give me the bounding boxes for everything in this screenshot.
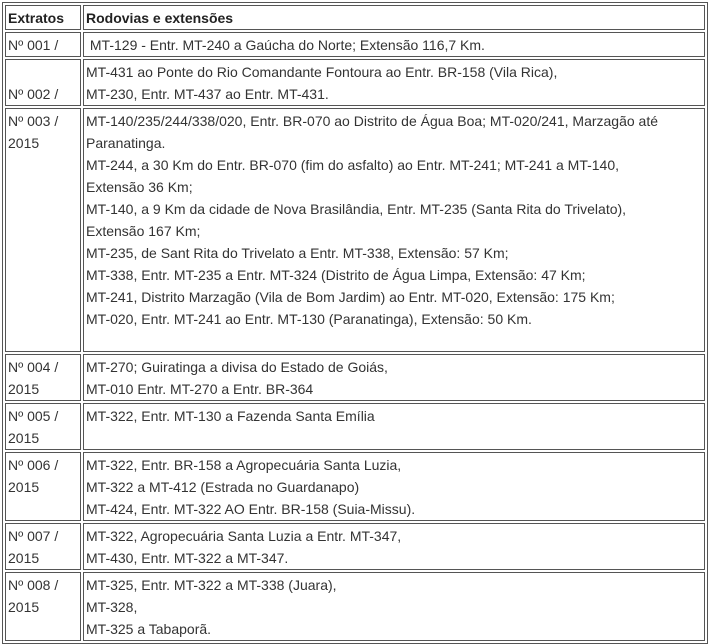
road-line: MT-244, a 30 Km do Entr. BR-070 (fim do asfalto) ao Entr. MT-241; MT-241 a MT-140,: [86, 157, 620, 173]
road-line: MT-129 - Entr. MT-240 a Gaúcha do Norte; Extensão 116,7 Km.: [86, 37, 485, 53]
road-line: MT-235, de Sant Rita do Trivelato a Entr. MT-338, Extensão: 57 Km;: [86, 245, 509, 261]
road-line: MT-241, Distrito Marzagão (Vila de Bom Jardim) ao Entr. MT-020, Extensão: 175 Km;: [86, 289, 615, 305]
roads-cell: [83, 572, 705, 641]
extracts-table: [2, 2, 708, 644]
roads-cell: [83, 32, 705, 57]
roads-cell: [83, 354, 705, 401]
table-row: [5, 452, 705, 521]
road-line: MT-010 Entr. MT-270 a Entr. BR-364: [86, 381, 314, 397]
road-line: MT-322 a MT-412 (Estrada no Guardanapo): [86, 479, 360, 495]
table-row: [5, 403, 705, 450]
extract-cell: Nº 003 / 2015: [5, 108, 81, 352]
extract-cell: Nº 007 / 2015: [5, 523, 81, 570]
road-line: MT-230, Entr. MT-437 ao Entr. MT-431.: [86, 86, 329, 102]
road-line: MT-424, Entr. MT-322 AO Entr. BR-158 (Suia-Missu).: [86, 501, 416, 517]
road-line: MT-338, Entr. MT-235 a Entr. MT-324 (Distrito de Água Limpa, Extensão: 47 Km;: [86, 267, 586, 283]
extract-cell: [5, 59, 81, 106]
road-line: MT-020, Entr. MT-241 ao Entr. MT-130 (Paranatinga), Extensão: 50 Km.: [86, 311, 532, 327]
roads-cell: [83, 523, 705, 570]
table-row: [5, 354, 705, 401]
road-line: MT-325, Entr. MT-322 a MT-338 (Juara),: [86, 577, 337, 593]
roads-cell: [83, 452, 705, 521]
table-row: [5, 32, 705, 57]
road-line: MT-270; Guiratinga a divisa do Estado de Goiás,: [86, 359, 388, 375]
road-line: Extensão 36 Km;: [86, 179, 193, 195]
header-extratos: Extratos: [5, 5, 81, 30]
extract-label: Nº 002 /: [8, 86, 59, 102]
table-row: [5, 59, 705, 106]
road-line: MT-322, Entr. MT-130 a Fazenda Santa Emília: [86, 408, 375, 424]
table-row: [5, 108, 705, 352]
road-line: MT-325 a Tabaporã.: [86, 621, 212, 637]
extract-cell: Nº 001 /: [5, 32, 81, 57]
road-line: Paranatinga.: [86, 135, 166, 151]
road-line: MT-430, Entr. MT-322 a MT-347.: [86, 550, 289, 566]
header-rodovias: Rodovias e extensões: [83, 5, 705, 30]
road-line: MT-431 ao Ponte do Rio Comandante Fontoura ao Entr. BR-158 (Vila Rica),: [86, 64, 558, 80]
extract-cell: Nº 005 / 2015: [5, 403, 81, 450]
roads-cell: [83, 59, 705, 106]
extract-cell: Nº 006 / 2015: [5, 452, 81, 521]
road-line: MT-140/235/244/338/020, Entr. BR-070 ao Distrito de Água Boa; MT-020/241, Marzagão até: [86, 113, 659, 129]
roads-cell: [83, 108, 705, 352]
road-line: MT-322, Agropecuária Santa Luzia a Entr. MT-347,: [86, 528, 402, 544]
header-row: [5, 5, 705, 30]
road-line: MT-322, Entr. BR-158 a Agropecuária Santa Luzia,: [86, 457, 402, 473]
road-line: MT-140, a 9 Km da cidade de Nova Brasilândia, Entr. MT-235 (Santa Rita do Trivelato),: [86, 201, 627, 217]
road-line: Extensão 167 Km;: [86, 223, 201, 239]
table-row: [5, 523, 705, 570]
extract-cell: Nº 008 / 2015: [5, 572, 81, 641]
table-row: [5, 572, 705, 641]
roads-cell: [83, 403, 705, 450]
extract-cell: Nº 004 / 2015: [5, 354, 81, 401]
road-line: MT-328,: [86, 599, 138, 615]
